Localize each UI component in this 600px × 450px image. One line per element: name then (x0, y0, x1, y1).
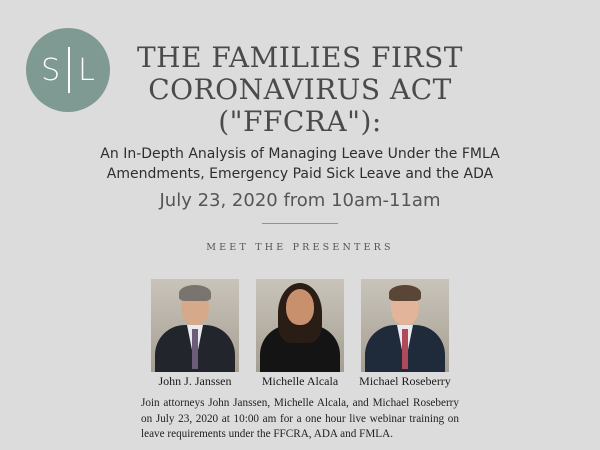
sl-logo (26, 28, 110, 112)
presenters-heading: MEET THE PRESENTERS (206, 242, 394, 253)
presenter-photo-roseberry (361, 279, 449, 372)
event-date: July 23, 2020 from 10am-11am (159, 190, 441, 211)
presenter-card-alcala (245, 279, 355, 389)
presenter-name-alcala: Michelle Alcala (261, 374, 339, 388)
presenter-card-janssen (140, 279, 250, 389)
divider-line (262, 223, 338, 224)
page-title: THE FAMILIES FIRST CORONAVIRUS ACT ("FFCRA"): (137, 41, 463, 138)
presenter-photo-alcala (256, 279, 344, 372)
logo-letter-l: L (78, 52, 95, 88)
presenter-photo-janssen (151, 279, 239, 372)
presenter-name-roseberry: Michael Roseberry (359, 374, 451, 388)
event-description: Join attorneys John Janssen, Michelle Alcala, and Michael Roseberry on July 23, 2020 at 10:00 am for a one hour live webinar training on leave requirements under the FFCRA, ADA and FMLA. (141, 397, 459, 440)
page-subtitle: An In-Depth Analysis of Managing Leave Under the FMLA Amendments, Emergency Paid Sick Leave and the ADA (100, 146, 500, 182)
presenter-card-roseberry (350, 279, 460, 389)
presenter-name-janssen: John J. Janssen (158, 374, 232, 388)
logo-letter-s: S (41, 52, 61, 88)
logo-divider-bar (68, 47, 70, 93)
